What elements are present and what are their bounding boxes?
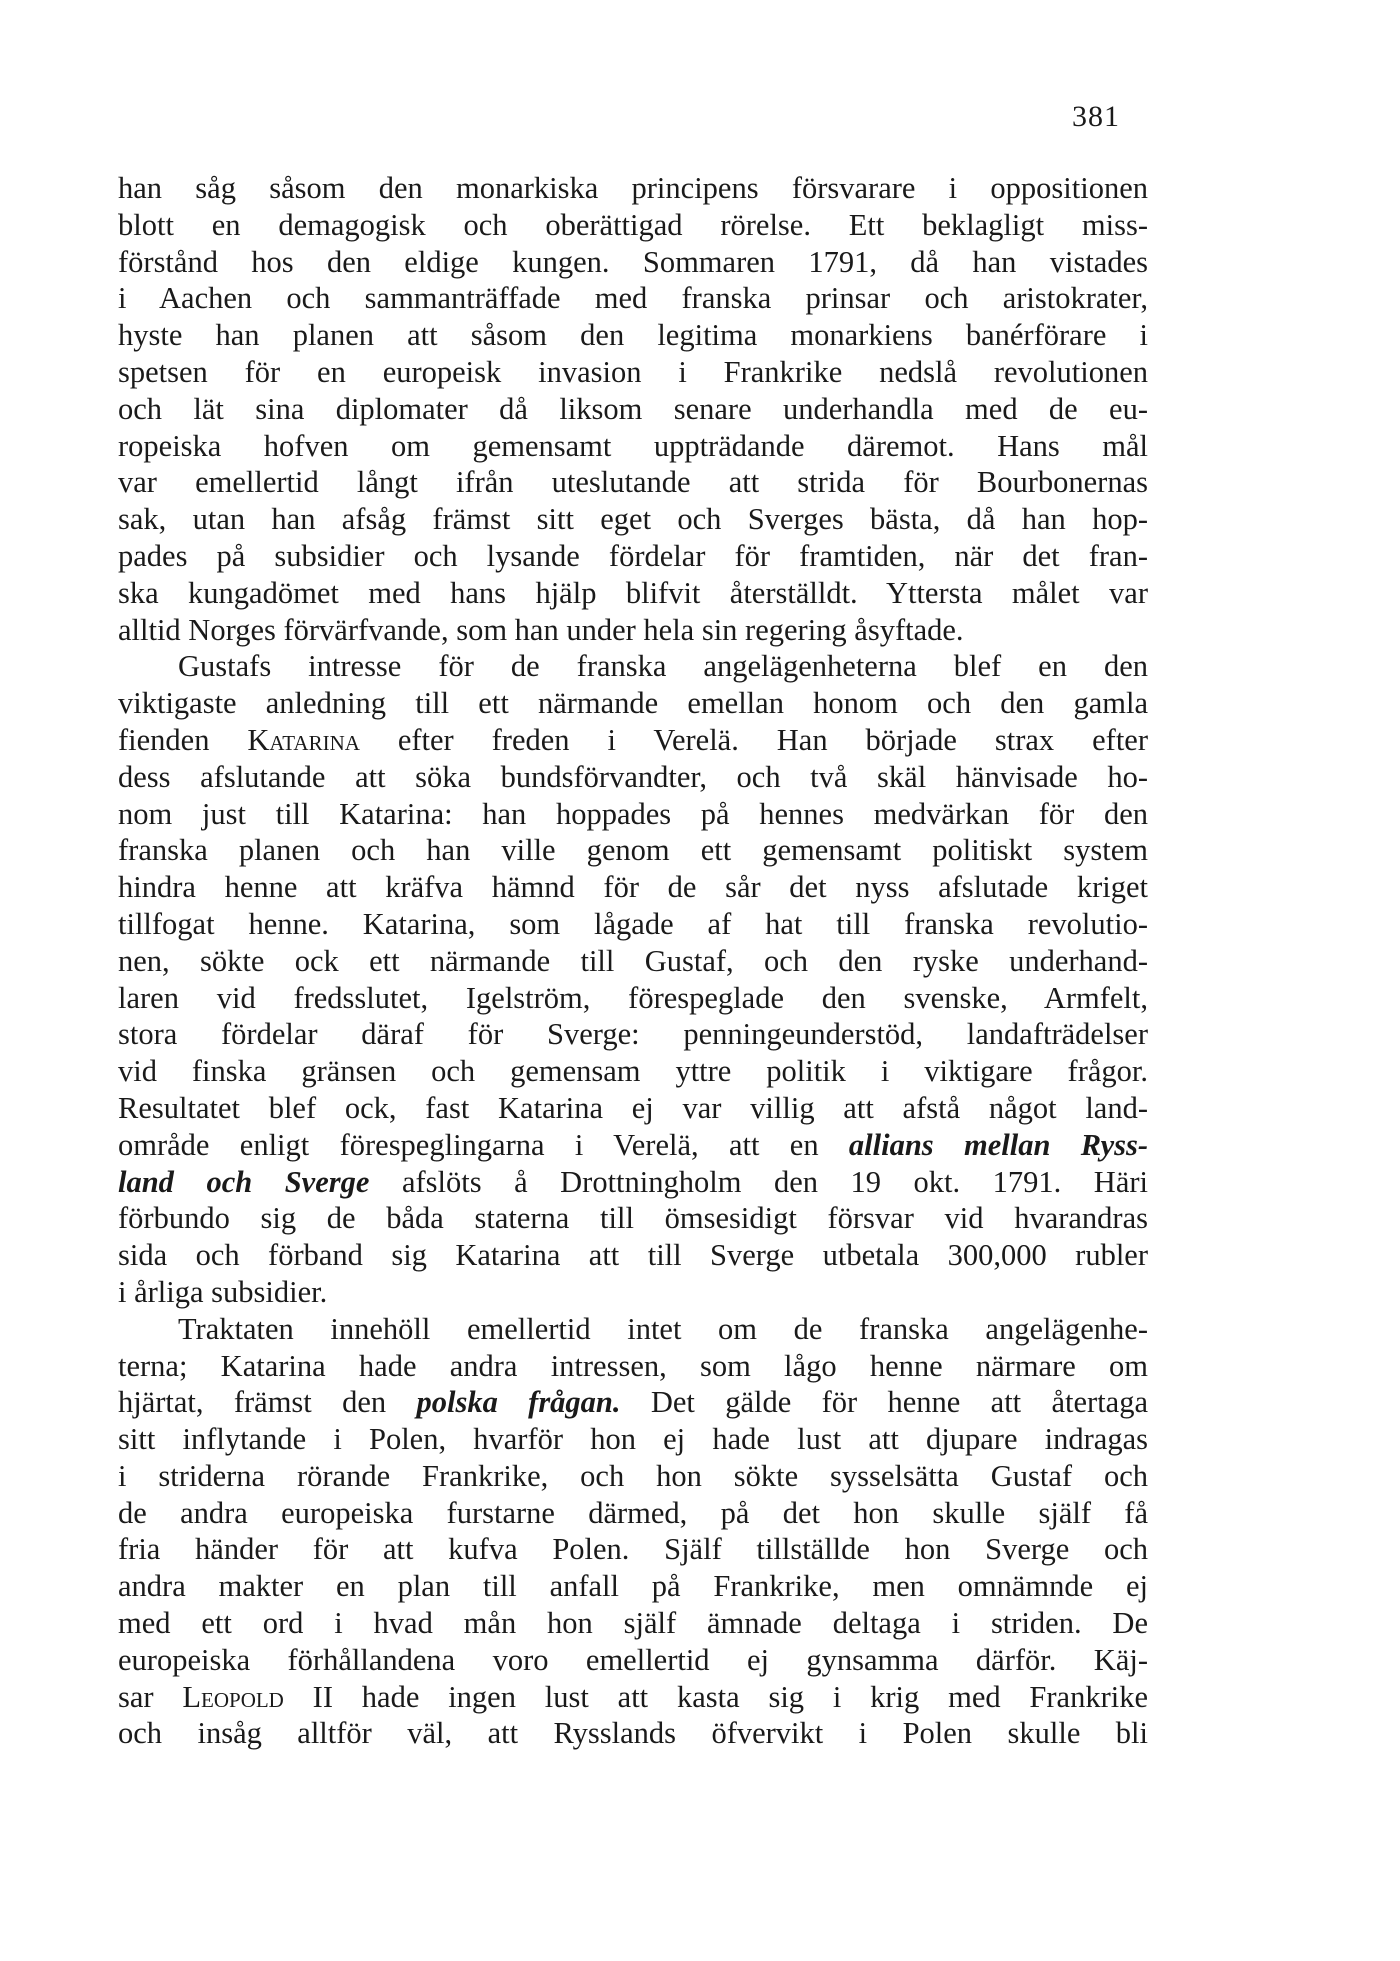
text-line: i årliga subsidier. [118,1274,328,1309]
text-line: spetsen för en europeisk invasion i Frankrike nedslå revolutionen [118,354,1148,389]
text-line: blott en demagogisk och oberättigad rörelse. Ett beklagligt miss- [118,207,1148,242]
text-line: pades på subsidier och lysande fördelar för framtiden, när det fran- [118,538,1148,573]
text-line: andra makter en plan till anfall på Frankrike, men omnämnde ej [118,1569,1148,1604]
text-line: Resultatet blef ock, fast Katarina ej var villig att afstå något land- [118,1090,1148,1125]
text-run: Det gälde för henne att återtaga [620,1385,1148,1420]
emphasized-term: polska frågan. [416,1385,621,1420]
text-line: terna; Katarina hade andra intressen, som lågo henne närmare om [118,1348,1148,1383]
text-line [118,1164,1148,1201]
text-line: hyste han planen att såsom den legitima monarkiens banérförare i [118,318,1148,353]
emphasized-term: land och Sverge [118,1164,370,1199]
text-line: han såg såsom den monarkiska principens försvarare i oppositionen [118,171,1148,205]
text-line: ska kungadömet med hans hjälp blifvit återställdt. Yttersta målet var [118,575,1148,610]
text-line: och insåg alltför väl, att Rysslands öfvervikt i Polen skulle bli [118,1716,1148,1751]
text-run: hjärtat, främst den [118,1385,417,1420]
text-line: europeiska förhållandena voro emellertid ej gynsamma därför. Käj- [118,1642,1148,1677]
text-line: nom just till Katarina: han hoppades på hennes medvärkan för den [118,796,1148,831]
text-line: var emellertid långt ifrån uteslutande att strida för Bourbonernas [118,465,1148,500]
text-line: sak, utan han afsåg främst sitt eget och Sverges bästa, då han hop- [118,502,1148,537]
body-text [118,170,1148,1752]
text-line: i Aachen och sammanträffade med franska prinsar och aristokrater, [118,281,1148,316]
text-line: med ett ord i hvad mån hon själf ämnade deltaga i striden. De [118,1606,1148,1641]
text-line: viktigaste anledning till ett närmande emellan honom och den gamla [118,686,1148,721]
text-line: hindra henne att kräfva hämnd för de sår det nyss afslutade kriget [118,870,1148,905]
text-line [118,722,1148,759]
text-line [118,1127,1148,1164]
text-line: förbundo sig de båda staterna till ömsesidigt försvar vid hvarandras [118,1201,1148,1236]
text-line: i striderna rörande Frankrike, och hon sökte sysselsätta Gustaf och [118,1458,1148,1493]
text-run: afslöts å Drottningholm den 19 okt. 1791. Häri [369,1164,1148,1199]
text-line: franska planen och han ville genom ett gemensamt politiskt system [118,833,1148,868]
paragraph-start-line: Gustafs intresse för de franska angelägenheterna blef en den [178,649,1148,684]
text-run: fienden [118,722,248,757]
page-number: 381 [1072,100,1120,133]
text-line: fria händer för att kufva Polen. Själf tillställde hon Sverge och [118,1532,1148,1567]
text-line: laren vid fredsslutet, Igelström, förespeglade den svenske, Armfelt, [118,980,1148,1015]
text-line: sitt inflytande i Polen, hvarför hon ej hade lust att djupare indragas [118,1422,1148,1457]
person-name-smallcaps: Katarina [247,722,360,757]
person-name-smallcaps: Leopold [182,1679,284,1714]
text-line: sida och förband sig Katarina att till Sverge utbetala 300,000 rubler [118,1238,1148,1273]
text-run: II hade ingen lust att kasta sig i krig med Frankrike [283,1679,1148,1714]
text-line: vid finska gränsen och gemensam yttre politik i viktigare frågor. [118,1054,1148,1089]
text-line: alltid Norges förvärfvande, som han under hela sin regering åsyftade. [118,612,964,647]
text-line: och lät sina diplomater då liksom senare underhandla med de eu- [118,391,1148,426]
text-line [118,1384,1148,1421]
text-line: förstånd hos den eldige kungen. Sommaren 1791, då han vistades [118,244,1148,279]
text-line [118,1679,1148,1716]
text-line: de andra europeiska furstarne därmed, på det hon skulle själf få [118,1495,1148,1530]
text-line: nen, sökte ock ett närmande till Gustaf, och den ryske underhand- [118,943,1148,978]
text-line: dess afslutande att söka bundsförvandter, och två skäl hänvisade ho- [118,759,1148,794]
text-run: efter freden i Verelä. Han började strax efter [359,722,1148,757]
text-line: stora fördelar däraf för Sverge: penningeunderstöd, landafträdelser [118,1017,1148,1052]
text-line: ropeiska hofven om gemensamt uppträdande däremot. Hans mål [118,428,1148,463]
text-run: område enligt förespeglingarna i Verelä, att en [118,1127,849,1162]
text-line: tillfogat henne. Katarina, som lågade af hat till franska revolutio- [118,906,1148,941]
text-run: sar [118,1679,183,1714]
emphasized-term: allians mellan Ryss- [848,1127,1148,1162]
paragraph-start-line: Traktaten innehöll emellertid intet om de franska angelägenhe- [178,1311,1148,1346]
